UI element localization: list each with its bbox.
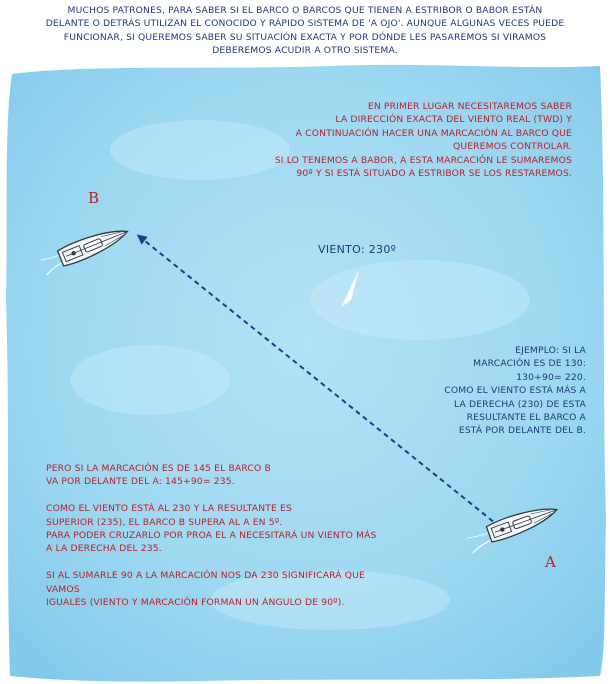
intro-text — [172, 100, 572, 180]
case-b-text — [46, 462, 386, 609]
case-b-line: A LA DERECHA DEL 235. — [46, 543, 162, 555]
paragraph-gap — [46, 489, 386, 502]
case-b-line: SUPERIOR (235), EL BARCO B SUPERA AL A EN 5º. — [46, 516, 283, 528]
intro-line: LA DIRECCIÓN EXACTA DEL VIENTO REAL (TWD) Y — [335, 114, 572, 126]
intro-line: 90º Y SI ESTÁ SITUADO A ESTRIBOR SE LOS RESTAREMOS. — [296, 168, 572, 180]
case-b-line: PARA PODER CRUZARLO POR PROA EL A NECESITARÁ UN VIENTO MÁS — [46, 530, 377, 542]
example-line: 130+90= 220. — [516, 371, 586, 383]
boat-b-label: B — [88, 189, 100, 207]
wind-label: VIENTO: 230º — [318, 243, 397, 256]
header-line: DELANTE O DETRÁS UTILIZAN EL CONOCIDO Y RÁPIDO SISTEMA DE 'A OJO'. AUNQUE ALGUNAS VECES PUEDE — [45, 18, 565, 30]
example-line: COMO EL VIENTO ESTÁ MÁS A — [444, 385, 586, 397]
case-b-line: SI AL SUMARLE 90 A LA MARCACIÓN NOS DA 230 SIGNIFICARÁ QUE VAMOS — [46, 570, 366, 595]
example-line: LA DERECHA (230) DE ESTA — [454, 398, 586, 410]
boat-a-label: A — [545, 553, 556, 571]
intro-line: QUEREMOS CONTROLAR. — [452, 141, 572, 153]
case-b-line: IGUALES (VIENTO Y MARCACIÓN FORMAN UN ÁNGULO DE 90º). — [46, 597, 345, 609]
example-line: RESULTANTE EL BARCO A — [466, 412, 586, 424]
case-b-line: COMO EL VIENTO ESTÁ AL 230 Y LA RESULTANTE ES — [46, 503, 292, 515]
header-line: FUNCIONAR, SI QUEREMOS SABER SU SITUACIÓN EXACTA Y POR DÓNDE LES PASAREMOS SI VIRAMOS — [63, 31, 547, 43]
example-line: EJEMPLO: SI LA — [515, 345, 586, 356]
intro-line: EN PRIMER LUGAR NECESITAREMOS SABER — [367, 101, 572, 112]
header-line: MUCHOS PATRONES, PARA SABER SI EL BARCO O BARCOS QUE TIENEN A ESTRIBOR O BABOR ESTÁN — [67, 5, 543, 16]
header-line: DEBEREMOS ACUDIR A OTRO SISTEMA. — [212, 45, 398, 57]
intro-line: A CONTINUACIÓN HACER UNA MARCACIÓN AL BARCO QUE — [295, 127, 572, 139]
example-line: ESTÁ POR DELANTE DEL B. — [458, 425, 586, 437]
example-text — [430, 344, 586, 438]
case-b-line: PERO SI LA MARCACIÓN ES DE 145 EL BARCO B — [46, 463, 271, 474]
intro-line: SI LO TENEMOS A BABOR, A ESTA MARCACIÓN LE SUMAREMOS — [274, 154, 572, 166]
case-b-line: VA POR DELANTE DEL A: 145+90= 235. — [46, 476, 235, 488]
example-line: MARCACIÓN ES DE 130: — [473, 358, 586, 370]
paragraph-gap — [46, 556, 386, 569]
